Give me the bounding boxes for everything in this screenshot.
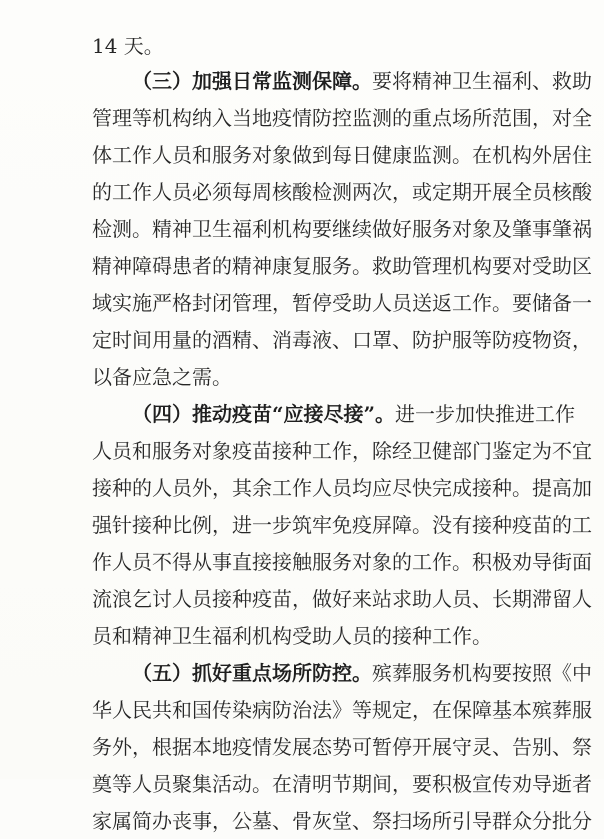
paragraph-heading: （四）推动疫苗“应接尽接”。 [132, 402, 396, 426]
text-segment: 要将精神卫生福利、救助 [372, 69, 592, 93]
paragraph-heading: （五）抓好重点场所防控。 [132, 661, 372, 685]
text-line: 强针接种比例，进一步筑牢免疫屏障。没有接种疫苗的工 [92, 513, 592, 537]
text-line: 华人民共和国传染病防治法》等规定，在保障基本殡葬服 [92, 698, 592, 722]
text-line: 流浪乞讨人员接种疫苗，做好来站求助人员、长期滞留人 [92, 587, 592, 611]
text-line: 14 天。 [92, 34, 164, 58]
text-line: 以备应急之需。 [92, 365, 232, 389]
text-line: 精神障碍患者的精神康复服务。救助管理机构要对受助区 [92, 254, 592, 278]
text-line: 务外，根据本地疫情发展态势可暂停开展守灵、告别、祭 [92, 735, 592, 759]
text-line: 员和精神卫生福利机构受助人员的接种工作。 [92, 624, 492, 648]
text-line: 家属简办丧事，公墓、骨灰堂、祭扫场所引导群众分批分 [92, 809, 592, 833]
text-segment: 殡葬服务机构要按照《中 [372, 661, 592, 685]
paragraph-heading-line [132, 655, 592, 691]
text-line: 定时间用量的酒精、消毒液、口罩、防护服等防疫物资， [92, 328, 592, 352]
text-line: 作人员不得从事直接接触服务对象的工作。积极劝导街面 [92, 550, 592, 574]
paragraph-heading-line [132, 396, 576, 432]
text-line: 管理等机构纳入当地疫情防控监测的重点场所范围，对全 [92, 106, 592, 130]
text-line: 人员和服务对象疫苗接种工作，除经卫健部门鉴定为不宜 [92, 439, 592, 463]
text-line: 接种的人员外，其余工作人员均应尽快完成接种。提高加 [92, 476, 592, 500]
paragraph-heading-line [132, 63, 592, 99]
text-line: 的工作人员必须每周核酸检测两次，或定期开展全员核酸 [92, 180, 592, 204]
text-line: 域实施严格封闭管理，暂停受助人员送返工作。要储备一 [92, 291, 592, 315]
text-line: 检测。精神卫生福利机构要继续做好服务对象及肇事肇祸 [92, 217, 592, 241]
text-line: 体工作人员和服务对象做到每日健康监测。在机构外居住 [92, 143, 592, 167]
text-segment: 进一步加快推进工作 [395, 402, 576, 426]
paragraph-heading: （三）加强日常监测保障。 [132, 69, 372, 93]
text-line: 奠等人员聚集活动。在清明节期间，要积极宣传劝导逝者 [92, 772, 592, 796]
